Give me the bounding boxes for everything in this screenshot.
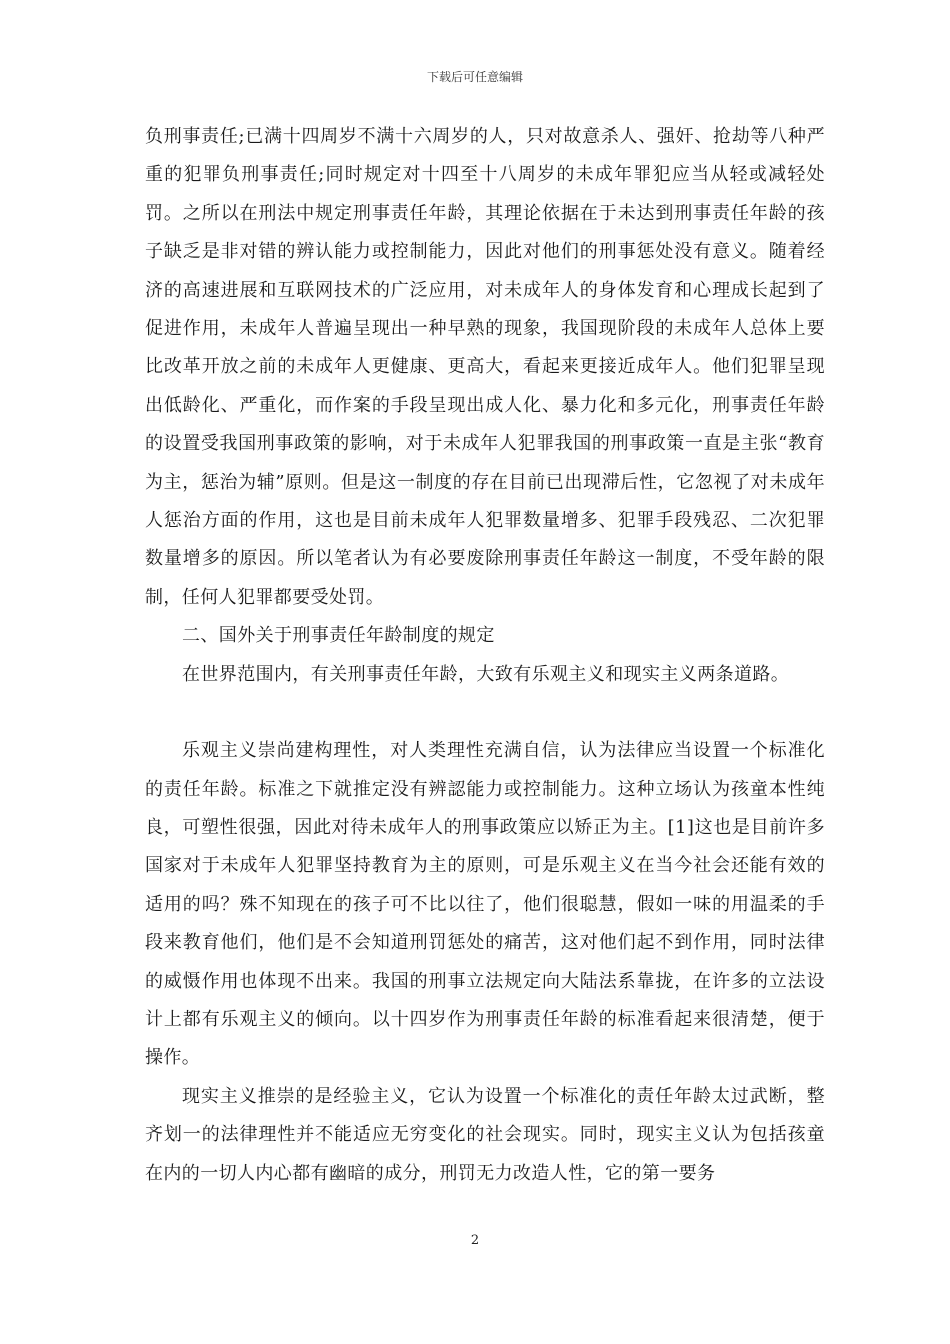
section-heading: 二、国外关于刑事责任年龄制度的规定 xyxy=(182,625,495,647)
paragraph-3: 乐观主义崇尚建构理性，对人类理性充满自信，认为法律应当设置一个标准化的责任年龄。标准之下就推定没有辨認能力或控制能力。这种立场认为孩童本性纯良，可塑性很强，因此对待未成年人的刑事政策应以矫正为主。[1]这也是目前许多国家对于未成年人犯罪坚持教育为主的原则，可是乐观主义在当今社会还能有效的适用的吗？殊不知现在的孩子可不比以往了，他们很聪慧，假如一味的用温柔的手段来教育他们，他们是不会知道刑罚惩处的痛苦，这对他们起不到作用，同时法律的威慑作用也体现不出来。我国的刑事立法规定向大陆法系靠拢，在许多的立法设计上都有乐观主义的倾向。以十四岁作为刑事责任年龄的标准看起来很清楚，便于操作。 xyxy=(145,740,825,1069)
paragraph-2: 在世界范围内，有关刑事责任年龄，大致有乐观主义和现实主义两条道路。 xyxy=(182,663,790,685)
paragraph-4: 现实主义推崇的是经验主义，它认为设置一个标准化的责任年龄太过武断，整齐划一的法律理性并不能适应无穷变化的社会现实。同时，现实主义认为包括孩童在内的一切人内心都有幽暗的成分，刑罚无力改造人性，它的第一要务 xyxy=(145,1085,825,1184)
paragraph-1: 负刑事责任;已满十四周岁不满十六周岁的人，只对故意杀人、强奸、抢劫等八种严重的犯罪负刑事责任;同时规定对十四至十八周岁的未成年罪犯应当从轻或减轻处罚。之所以在刑法中规定刑事责任年龄，其理论依据在于未达到刑事责任年龄的孩子缺乏是非对错的辨认能力或控制能力，因此对他们的刑事惩处没有意义。随着经济的高速进展和互联网技术的广泛应用，对未成年人的身体发育和心理成长起到了促进作用，未成年人普遍呈现出一种早熟的现象，我国现阶段的未成年人总体上要比改革开放之前的未成年人更健康、更高大，看起来更接近成年人。他们犯罪呈现出低龄化、严重化，而作案的手段呈现出成人化、暴力化和多元化，刑事责任年龄的设置受我国刑事政策的影响，对于未成年人犯罪我国的刑事政策一直是主张“教育为主，惩治为辅”原则。但是这一制度的存在目前已出现滞后性，它忽视了对未成年人惩治方面的作用，这也是目前未成年人犯罪数量增多、犯罪手段残忍、二次犯罪数量增多的原因。所以笔者认为有必要废除刑事责任年龄这一制度，不受年龄的限制，任何人犯罪都要受处罚。 xyxy=(145,126,825,608)
document-body xyxy=(145,118,825,1193)
page-number: 2 xyxy=(470,1233,480,1248)
page-header: 下载后可任意编辑 xyxy=(426,70,523,84)
